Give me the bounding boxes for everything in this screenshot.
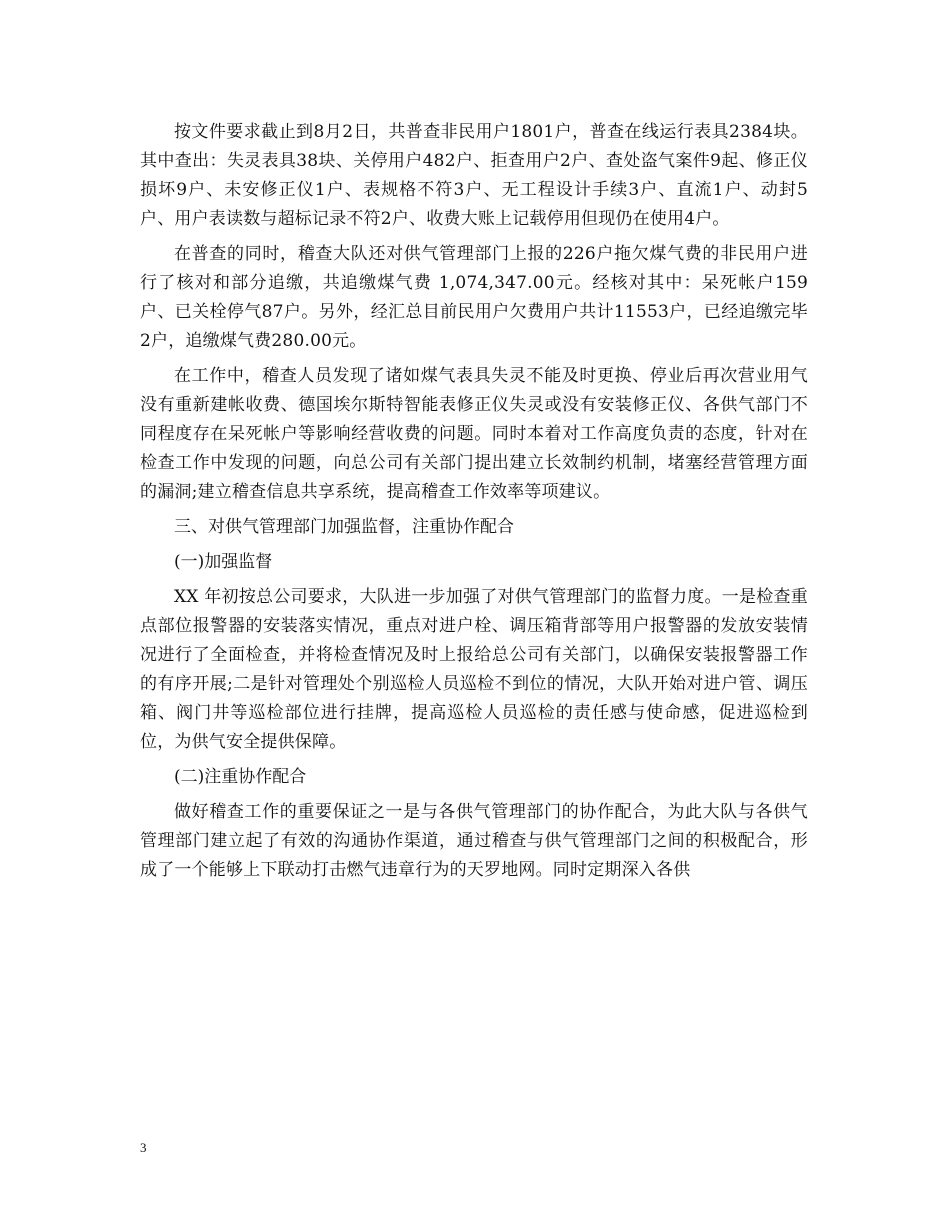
subsection-heading-supervision: (一)加强监督 — [174, 552, 273, 572]
section-heading: 三、对供气管理部门加强监督，注重协作配合 — [174, 517, 514, 537]
paragraph-cooperation: 做好稽查工作的重要保证之一是与各供气管理部门的协作配合，为此大队与各供气管理部门建立起了有效的沟通协作渠道，通过稽查与供气管理部门之间的积极配合，形成了一个能够上下联动打击燃气违章行为的天罗地网。同时定期深入各供 — [140, 802, 808, 880]
paragraph-inspection-summary: 按文件要求截止到8月2日，共普查非民用户1801户，普查在线运行表具2384块。其中查出：失灵表具38块、关停用户482户、拒查用户2户、查处盗气案件9起、修正仪损坏9户、未安修正仪1户、表规格不符3户、无工程设计手续3户、直流1户、动封5户、用户表读数与超标记录不符2户、收费大账上记载停用但现仍在使用4户。 — [140, 122, 808, 229]
document-body — [140, 118, 808, 891]
paragraph-supervision: XX 年初按总公司要求，大队进一步加强了对供气管理部门的监督力度。一是检查重点部位报警器的安装落实情况，重点对进户栓、调压箱背部等用户报警器的发放安装情况进行了全面检查，并将检查情况及时上报给总公司有关部门，以确保安装报警器工作的有序开展;二是针对管理处个别巡检人员巡检不到位的情况，大队开始对进户管、调压箱、阀门井等巡检部位进行挂牌，提高巡检人员巡检的责任感与使命感，促进巡检到位，为供气安全提供保障。 — [140, 587, 808, 752]
page-number: 3 — [140, 1140, 147, 1155]
subsection-heading-cooperation: (二)注重协作配合 — [174, 767, 307, 787]
paragraph-issues-found: 在工作中，稽查人员发现了诸如煤气表具失灵不能及时更换、停业后再次营业用气没有重新建帐收费、德国埃尔斯特智能表修正仪失灵或没有安装修正仪、各供气部门不同程度存在呆死帐户等影响经营收费的问题。同时本着对工作高度负责的态度，针对在检查工作中发现的问题，向总公司有关部门提出建立长效制约机制，堵塞经营管理方面的漏洞;建立稽查信息共享系统，提高稽查工作效率等项建议。 — [140, 366, 808, 502]
paragraph-arrears-collection: 在普查的同时，稽查大队还对供气管理部门上报的226户拖欠煤气费的非民用户进行了核对和部分追缴，共追缴煤气费 1,074,347.00元。经核对其中：呆死帐户159户、已关栓停气87户。另外，经汇总目前民用户欠费用户共计11553户，已经追缴完毕2户，追缴煤气费280.00元。 — [140, 244, 808, 351]
